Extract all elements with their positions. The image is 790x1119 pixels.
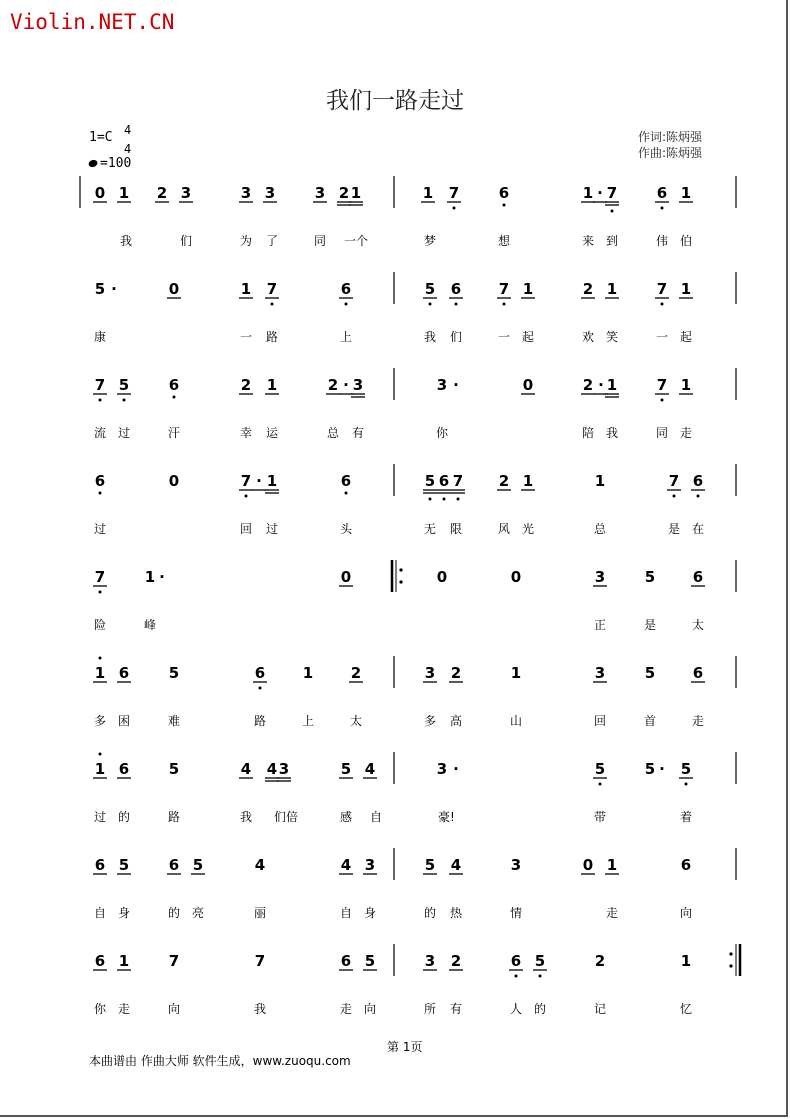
lyric-syllable: 流: [94, 426, 107, 440]
note: 1: [522, 472, 534, 490]
note: 3: [424, 952, 436, 970]
lyric-syllable: 头: [340, 522, 353, 536]
lyric-syllable: 陪: [582, 426, 595, 440]
tempo-marking: =100: [100, 156, 132, 171]
note: 5: [168, 760, 180, 778]
lyric-syllable: 笑: [606, 330, 619, 344]
lyric-syllable: 过: [266, 522, 279, 536]
note: 5: [118, 856, 130, 874]
lower-octave-dot: [345, 303, 348, 306]
lyric-syllable: 总: [327, 426, 340, 440]
lyric-syllable: 同: [656, 426, 669, 440]
lower-octave-dot: [503, 303, 506, 306]
note: 6: [656, 184, 668, 202]
note: 3: [264, 184, 276, 202]
lyric-syllable: 过: [118, 426, 131, 440]
note: 6: [692, 664, 704, 682]
lyric-syllable: 你: [94, 1002, 107, 1016]
lyric-syllable: 身: [118, 906, 131, 920]
lower-octave-dot: [599, 783, 602, 786]
lyric-syllable: 风: [498, 522, 511, 536]
note: 1: [606, 280, 618, 298]
lyric-syllable: 我: [120, 234, 133, 248]
note: 7: [254, 952, 266, 970]
lyric-syllable: 过: [94, 522, 107, 536]
note: 1: [582, 184, 594, 202]
lyric-syllable: 走: [692, 714, 705, 728]
lower-octave-dot: [515, 975, 518, 978]
note: 2: [594, 952, 606, 970]
lyric-syllable: 自: [340, 906, 353, 920]
lyric-syllable: 来: [582, 234, 595, 248]
note: 1: [422, 184, 434, 202]
note: 6: [168, 376, 180, 394]
lower-octave-dot: [99, 492, 102, 495]
note: 4: [364, 760, 376, 778]
lyric-syllable: 想: [498, 234, 511, 248]
note: 5: [644, 568, 656, 586]
lower-octave-dot: [99, 591, 102, 594]
lower-octave-dot: [429, 498, 432, 501]
note: 5: [94, 280, 106, 298]
lyric-syllable: 上: [302, 714, 315, 728]
lyric-syllable: 自: [94, 906, 107, 920]
page-number: 第 1页: [387, 1040, 423, 1054]
lyric-syllable: 汗: [168, 426, 181, 440]
note: 3: [240, 184, 252, 202]
lyric-syllable: 亮: [192, 906, 205, 920]
lyric-syllable: 你: [436, 426, 449, 440]
note: 5: [118, 376, 130, 394]
lyric-syllable: 到: [606, 234, 619, 248]
note: 6: [438, 472, 450, 490]
note: 3: [352, 376, 364, 394]
note: 6: [94, 856, 106, 874]
note: 2: [450, 664, 462, 682]
key-signature: 1=C: [89, 130, 113, 145]
note: 7: [94, 568, 106, 586]
note: 1: [94, 664, 106, 682]
note: 4: [450, 856, 462, 874]
lyric-syllable: 的: [168, 906, 181, 920]
lyric-syllable: 无: [424, 522, 437, 536]
lyric-syllable: 豪!: [438, 810, 455, 824]
note: 5: [424, 280, 436, 298]
lyric-syllable: 高: [450, 714, 463, 728]
lyric-syllable: 路: [266, 330, 279, 344]
note: 2: [338, 184, 350, 202]
lyric-syllable: 们: [450, 330, 463, 344]
lyric-syllable: 为: [240, 234, 253, 248]
lyric-syllable: 难: [168, 714, 181, 728]
lower-octave-dot: [123, 399, 126, 402]
note: 1: [680, 952, 692, 970]
note: 7: [498, 280, 510, 298]
note: 6: [254, 664, 266, 682]
lyric-syllable: 我: [424, 330, 437, 344]
note: 5: [594, 760, 606, 778]
note: 3: [510, 856, 522, 874]
lyric-syllable: 走: [118, 1002, 131, 1016]
repeat-dot: [729, 964, 732, 967]
note: 5: [364, 952, 376, 970]
note: 1: [240, 280, 252, 298]
augmentation-dot: ·: [111, 280, 117, 298]
lower-octave-dot: [453, 207, 456, 210]
lyric-syllable: 向: [680, 906, 693, 920]
repeat-dot: [729, 952, 732, 955]
lower-octave-dot: [661, 399, 664, 402]
augmentation-dot: ·: [343, 376, 349, 394]
lower-octave-dot: [673, 495, 676, 498]
note: 6: [118, 760, 130, 778]
footer-note: 本曲谱由 作曲大师 软件生成，www.zuoqu.com: [89, 1054, 351, 1068]
note: 6: [680, 856, 692, 874]
note: 0: [168, 472, 180, 490]
augmentation-dot: ·: [659, 760, 665, 778]
note: 1: [680, 280, 692, 298]
lyric-syllable: 运: [266, 426, 279, 440]
lyric-syllable: 太: [692, 618, 705, 632]
note: 7: [266, 280, 278, 298]
note: 0: [94, 184, 106, 202]
lower-octave-dot: [345, 492, 348, 495]
lyric-syllable: 康: [94, 330, 107, 344]
lyric-syllable: 着: [680, 810, 693, 824]
repeat-dot: [399, 580, 402, 583]
lyric-syllable: 忆: [680, 1002, 693, 1016]
note: 6: [498, 184, 510, 202]
composer-credit: 作曲:陈炳强: [638, 146, 703, 160]
lyric-syllable: 一个: [344, 234, 369, 248]
augmentation-dot: ·: [256, 472, 262, 490]
lyric-syllable: 我: [606, 426, 619, 440]
note: 4: [240, 760, 252, 778]
note: 5: [644, 664, 656, 682]
lyric-syllable: 的: [424, 906, 437, 920]
lyric-syllable: 是: [668, 522, 681, 536]
upper-octave-dot: [99, 753, 102, 756]
lyric-syllable: 自: [370, 810, 383, 824]
note: 5: [644, 760, 656, 778]
note: 2: [582, 280, 594, 298]
note: 1: [680, 376, 692, 394]
lower-octave-dot: [503, 204, 506, 207]
lyric-syllable: 身: [364, 906, 377, 920]
lyric-syllable: 带: [594, 810, 607, 824]
note: 0: [436, 568, 448, 586]
note: 3: [278, 760, 290, 778]
song-title: 我们一路走过: [326, 88, 464, 114]
note: 7: [240, 472, 252, 490]
note: 1: [118, 184, 130, 202]
note: 2: [350, 664, 362, 682]
note: 2: [156, 184, 168, 202]
lower-octave-dot: [173, 396, 176, 399]
lyric-syllable: 多: [424, 714, 437, 728]
note: 0: [168, 280, 180, 298]
note: 6: [692, 568, 704, 586]
note: 6: [510, 952, 522, 970]
note: 7: [656, 280, 668, 298]
lyric-syllable: 限: [450, 522, 463, 536]
time-signature-top: 4: [124, 123, 132, 137]
note: 7: [448, 184, 460, 202]
augmentation-dot: ·: [453, 376, 459, 394]
note: 7: [168, 952, 180, 970]
lower-octave-dot: [245, 495, 248, 498]
lyric-syllable: 有: [352, 426, 365, 440]
lyric-syllable: 正: [594, 618, 607, 632]
note: 6: [692, 472, 704, 490]
lyric-syllable: 们倍: [274, 810, 299, 824]
lyric-syllable: 所: [424, 1002, 437, 1016]
lyric-syllable: 走: [680, 426, 693, 440]
note: 5: [424, 856, 436, 874]
lower-octave-dot: [685, 783, 688, 786]
lyric-syllable: 光: [522, 522, 535, 536]
note: 1: [606, 856, 618, 874]
lyric-syllable: 一: [656, 330, 669, 344]
lyricist-credit: 作词:陈炳强: [638, 130, 703, 144]
note: 5: [534, 952, 546, 970]
lyric-syllable: 太: [350, 714, 363, 728]
note: 5: [680, 760, 692, 778]
lyric-syllable: 首: [644, 714, 657, 728]
note: 0: [510, 568, 522, 586]
note: 7: [94, 376, 106, 394]
lyric-syllable: 起: [522, 330, 535, 344]
lyric-syllable: 伟: [656, 234, 669, 248]
note: 7: [452, 472, 464, 490]
lyric-syllable: 路: [168, 810, 181, 824]
lower-octave-dot: [271, 303, 274, 306]
note: 3: [314, 184, 326, 202]
lyric-syllable: 一: [240, 330, 253, 344]
note: 1: [144, 568, 156, 586]
note: 6: [450, 280, 462, 298]
lyric-syllable: 的: [118, 810, 131, 824]
repeat-dot: [399, 568, 402, 571]
lyric-syllable: 回: [594, 714, 607, 728]
note: 5: [340, 760, 352, 778]
lyric-syllable: 险: [94, 618, 107, 632]
note: 1: [118, 952, 130, 970]
lower-octave-dot: [661, 207, 664, 210]
note: 6: [94, 472, 106, 490]
note: 6: [168, 856, 180, 874]
time-signature-bottom: 4: [124, 142, 132, 156]
lyric-syllable: 走: [340, 1002, 353, 1016]
note: 5: [424, 472, 436, 490]
note: 2: [327, 376, 339, 394]
upper-octave-dot: [99, 657, 102, 660]
lyric-syllable: 困: [118, 714, 131, 728]
lyric-syllable: 人: [510, 1002, 523, 1016]
lower-octave-dot: [259, 687, 262, 690]
note: 2: [240, 376, 252, 394]
note: 1: [510, 664, 522, 682]
lyric-syllable: 峰: [144, 618, 157, 632]
note: 1: [94, 760, 106, 778]
note: 4: [266, 760, 278, 778]
lyric-syllable: 过: [94, 810, 107, 824]
note: 6: [118, 664, 130, 682]
note: 2: [582, 376, 594, 394]
note: 3: [424, 664, 436, 682]
lower-octave-dot: [539, 975, 542, 978]
lyric-syllable: 伯: [680, 234, 693, 248]
lyric-syllable: 感: [340, 810, 353, 824]
lyric-syllable: 情: [510, 906, 523, 920]
note: 1: [266, 472, 278, 490]
lyric-syllable: 们: [180, 234, 193, 248]
lyric-syllable: 我: [254, 1002, 267, 1016]
note: 6: [340, 280, 352, 298]
note: 1: [302, 664, 314, 682]
lyric-syllable: 记: [594, 1002, 607, 1016]
note: 1: [594, 472, 606, 490]
note: 3: [594, 664, 606, 682]
note: 6: [340, 952, 352, 970]
lyric-syllable: 走: [606, 906, 619, 920]
lyric-syllable: 一: [498, 330, 511, 344]
lyric-syllable: 向: [364, 1002, 377, 1016]
augmentation-dot: ·: [597, 184, 603, 202]
note: 7: [656, 376, 668, 394]
note: 6: [340, 472, 352, 490]
lower-octave-dot: [611, 210, 614, 213]
lower-octave-dot: [455, 303, 458, 306]
lower-octave-dot: [457, 498, 460, 501]
note: 1: [350, 184, 362, 202]
note: 1: [680, 184, 692, 202]
lyric-syllable: 我: [240, 810, 253, 824]
lower-octave-dot: [697, 495, 700, 498]
note: 7: [606, 184, 618, 202]
note: 4: [254, 856, 266, 874]
lyric-syllable: 路: [254, 714, 267, 728]
note: 3: [180, 184, 192, 202]
note: 2: [450, 952, 462, 970]
lyric-syllable: 的: [534, 1002, 547, 1016]
note: 4: [340, 856, 352, 874]
note: 7: [668, 472, 680, 490]
note: 1: [266, 376, 278, 394]
lower-octave-dot: [99, 399, 102, 402]
lyric-syllable: 欢: [582, 330, 595, 344]
note: 3: [436, 376, 448, 394]
note: 0: [522, 376, 534, 394]
lyric-syllable: 热: [450, 906, 463, 920]
lyric-syllable: 幸: [240, 426, 253, 440]
lyric-syllable: 回: [240, 522, 253, 536]
augmentation-dot: ·: [159, 568, 165, 586]
note: 3: [436, 760, 448, 778]
note: 2: [498, 472, 510, 490]
note: 0: [582, 856, 594, 874]
lyric-syllable: 上: [340, 330, 353, 344]
lyric-syllable: 有: [450, 1002, 463, 1016]
note: 3: [364, 856, 376, 874]
lyric-syllable: 梦: [424, 234, 437, 248]
note: 5: [192, 856, 204, 874]
note: 6: [94, 952, 106, 970]
augmentation-dot: ·: [453, 760, 459, 778]
lyric-syllable: 总: [594, 522, 607, 536]
lyric-syllable: 在: [692, 522, 705, 536]
lower-octave-dot: [661, 303, 664, 306]
note: 1: [606, 376, 618, 394]
lyric-syllable: 同: [314, 234, 327, 248]
lower-octave-dot: [443, 498, 446, 501]
lyric-syllable: 起: [680, 330, 693, 344]
note: 5: [168, 664, 180, 682]
lower-octave-dot: [429, 303, 432, 306]
lyric-syllable: 了: [266, 234, 279, 248]
lyric-syllable: 向: [168, 1002, 181, 1016]
lyric-syllable: 丽: [254, 906, 267, 920]
note: 3: [594, 568, 606, 586]
note: 0: [340, 568, 352, 586]
augmentation-dot: ·: [598, 376, 604, 394]
lyric-syllable: 多: [94, 714, 107, 728]
watermark[interactable]: Violin.NET.CN: [10, 10, 175, 34]
lyric-syllable: 山: [510, 714, 523, 728]
note: 1: [522, 280, 534, 298]
lyric-syllable: 是: [644, 618, 657, 632]
